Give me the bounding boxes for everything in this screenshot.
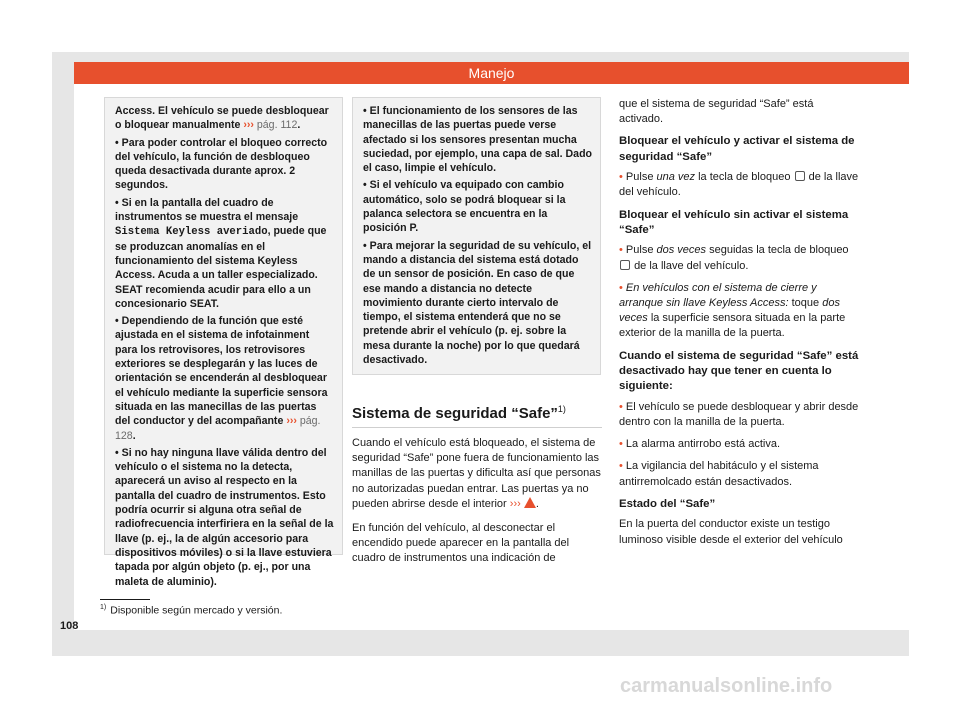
- note-bullet: • Para poder controlar el bloqueo correcto del vehículo, la función de desbloqueo queda desactivada durante aprox. 2 segundos.: [115, 136, 328, 192]
- subheading: Estado del “Safe”: [619, 497, 716, 510]
- section-divider: [352, 427, 602, 428]
- note-bullet: • Para mejorar la seguridad de su vehículo, el mando a distancia del sistema está dotado de un sensor de posición. En caso de que ese mando a distancia no detecte movimiento durante cierto intervalo de tiempo, el sistema entenderá que no se pretende abrir el vehículo (p. ej. sobre la mesa durante la noche) por lo que quedará desactivado.: [363, 239, 592, 367]
- footnote: $^{1)}$ Disponible según mercado y versión.: [100, 604, 283, 617]
- body-paragraph: Cuando el vehículo está bloqueado, el sistema de seguridad “Safe” pone fuera de funcionamiento las manillas de las puertas y dificulta así que personas no autorizadas puedan entrar. Las puertas ya no pueden abrirse desde el interior ››› .: [352, 437, 601, 510]
- bullet-item: • La vigilancia del habitáculo y el sistema antirremolcado están desactivados.: [619, 460, 819, 488]
- lock-key-icon: [620, 260, 630, 270]
- bullet-item: • Pulse dos veces seguidas la tecla de bloqueo de la llave del vehículo.: [619, 244, 849, 272]
- body-paragraph: En la puerta del conductor existe un testigo luminoso visible desde el exterior del vehículo: [619, 518, 843, 546]
- body-paragraph: En función del vehículo, al desconectar el encendido puede aparecer en la pantalla del cuadro de instrumentos una indicación de: [352, 522, 570, 565]
- note-box-middle: [352, 97, 601, 375]
- subheading: Cuando el sistema de seguridad “Safe” está desactivado hay que tener en cuenta lo siguiente:: [619, 349, 859, 393]
- body-column-middle: [352, 436, 604, 576]
- note-bullet: • Si el vehículo va equipado con cambio automático, solo se podrá bloquear si la palanca selectora se encuentra en la posición P.: [363, 179, 566, 235]
- chapter-header: Manejo: [74, 62, 909, 84]
- note-paragraph: Access. El vehículo se puede desbloquear o bloquear manualmente ››› pág. 112.: [115, 105, 329, 132]
- page-ref-link[interactable]: pág. 128: [115, 415, 321, 442]
- bullet-item: • La alarma antirrobo está activa.: [619, 438, 781, 451]
- bullet-item: • En vehículos con el sistema de cierre y arranque sin llave Keyless Access: toque dos veces la superficie sensora situada en la parte exterior de la manilla de la puerta.: [619, 281, 846, 340]
- subheading: Bloquear el vehículo y activar el sistema de seguridad “Safe”: [619, 135, 855, 163]
- footnote-divider: [100, 599, 150, 600]
- warning-icon[interactable]: [524, 497, 536, 508]
- body-column-right: [619, 97, 859, 555]
- note-bullet: • Dependiendo de la función que esté ajustada en el sistema de infotainment para los retrovisores, los retrovisores exteriores se desplegarán y las luces de orientación se encenderán al desbloquear el vehículo mediante la superficie sensora situada en las manecillas de las puertas del conductor y del acompañante ››› pág. 128.: [115, 315, 328, 442]
- note-bullet: • El funcionamiento de los sensores de las manecillas de las puertas puede verse afectado si los sensores presentan mucha suciedad, por ejemplo, una capa de sal. Dado el caso, limpie el vehículo.: [363, 105, 593, 175]
- bullet-item: • El vehículo se puede desbloquear y abrir desde dentro con la manilla de la puerta.: [619, 400, 859, 429]
- note-box-left: [104, 97, 343, 588]
- section-title: Sistema de seguridad “Safe”$^{1)}$: [352, 404, 566, 422]
- bullet-item: • Pulse una vez la tecla de bloqueo de la llave del vehículo.: [619, 171, 859, 199]
- page-number: 108: [60, 620, 79, 632]
- page-ref-link[interactable]: pág. 112: [256, 119, 298, 132]
- lock-key-icon: [795, 171, 805, 181]
- watermark: carmanualsonline.info: [620, 675, 833, 697]
- note-bullet: • Si en la pantalla del cuadro de instrumentos se muestra el mensaje Sistema Keyless averiado, puede que se produzcan anomalías en el funcionamiento del sistema Keyless Access. Acuda a un taller especializado. SEAT recomienda acudir para ello a un concesionario SEAT.: [115, 196, 327, 310]
- subheading: Bloquear el vehículo sin activar el sistema “Safe”: [619, 208, 849, 237]
- body-paragraph: que el sistema de seguridad “Safe” está activado.: [619, 98, 814, 126]
- note-bullet: • Si no hay ninguna llave válida dentro del vehículo o el sistema no la detecta, aparecerá un aviso al respecto en la pantalla del cuadro de instrumentos. Esto podría ocurrir si alguna otra señal de radiofrecuencia interfiriera en la señal de la llave (p. ej., la de algún accesorio para dispositivos móviles) o si la llave estuviera tapada por algún objeto (p. ej., por una maleta de aluminio).: [115, 446, 334, 588]
